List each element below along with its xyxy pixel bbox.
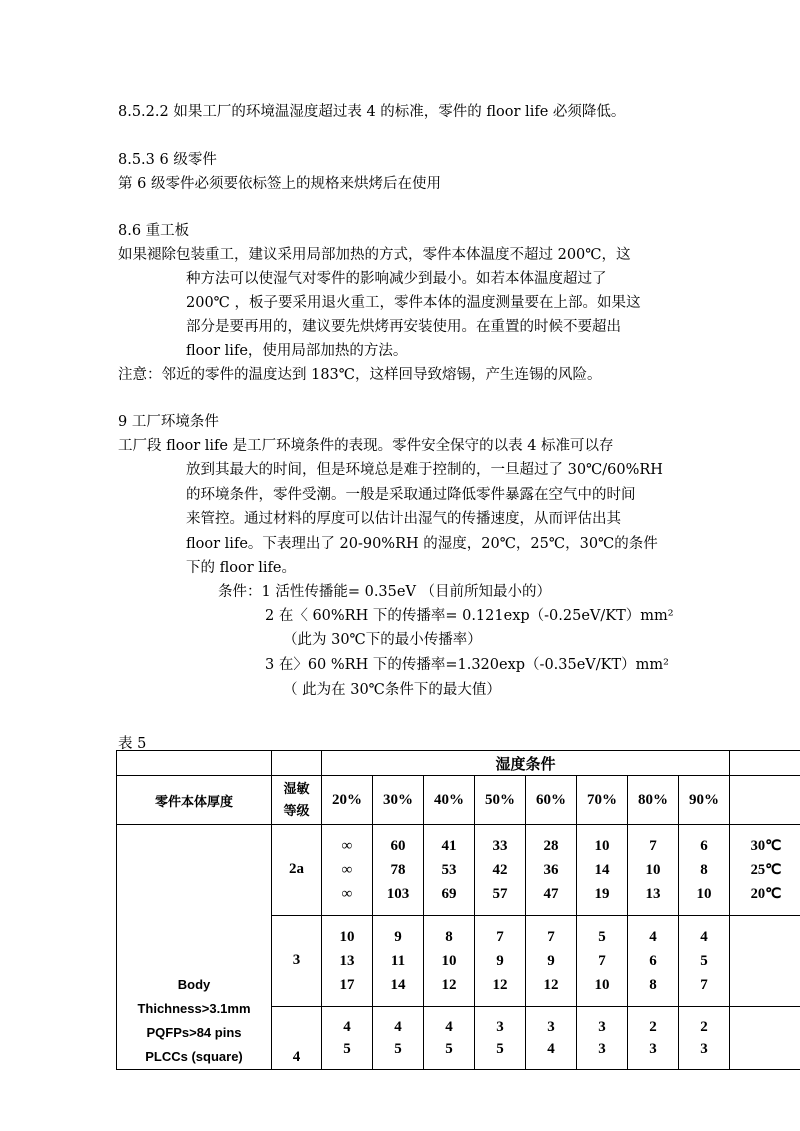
floor-life-cell: 3 5: [475, 1006, 526, 1069]
floor-life-cell: 6 8 10: [679, 825, 730, 916]
floor-life-cell: 9 11 14: [373, 915, 424, 1006]
package-line: Thichness>3.1mm: [137, 1001, 251, 1016]
floor-life-cell: 10 14 19: [577, 825, 628, 916]
floor-life-cell: 5 7 10: [577, 915, 628, 1006]
header-blank-cell: [730, 751, 800, 776]
paragraph-text: 的环境条件，零件受潮。一般是采取通过降低零件暴露在空气中的时间: [186, 487, 636, 503]
temperature-blank-cell: [730, 1006, 800, 1069]
paragraph-text: 200℃ ，板子要采用退火重工，零件本体的温度测量要在上部。如果这: [186, 295, 641, 311]
floor-life-cell: 4 5: [373, 1006, 424, 1069]
heading-8-6: 8.6 重工板: [118, 223, 190, 239]
temperature-cell: 30℃ 25℃ 20℃: [730, 825, 800, 916]
msl-header-line: 等级: [283, 803, 310, 818]
floor-life-cell: 3 3: [577, 1006, 628, 1069]
header-blank-cell: [117, 751, 272, 776]
condition-1: 条件：1 活性传播能= 0.35eV （目前所知最小的）: [218, 584, 552, 600]
condition-2: 2 在〈 60%RH 下的传播率= 0.121exp（-0.25eV/KT）mm²: [265, 608, 674, 624]
paragraph-text: 种方法可以使湿气对零件的影响减少到最小。如若本体温度超过了: [186, 271, 607, 287]
floor-life-cell: 10 13 17: [322, 915, 373, 1006]
floor-life-cell: 7 10 13: [628, 825, 679, 916]
package-description: [117, 825, 272, 1070]
humidity-col-header: 20%: [322, 776, 373, 825]
paragraph-text: floor life，使用局部加热的方法。: [186, 343, 408, 359]
floor-life-cell: 2 3: [679, 1006, 730, 1069]
humidity-col-header: 30%: [373, 776, 424, 825]
paragraph-text: 来管控。通过材料的厚度可以估计出湿气的传播速度，从而评估出其: [186, 511, 621, 527]
table-caption: 表 5: [118, 736, 147, 752]
floor-life-cell: 4 5 7: [679, 915, 730, 1006]
floor-life-cell: 41 53 69: [424, 825, 475, 916]
floor-life-cell: 4 5: [322, 1006, 373, 1069]
humidity-col-header: 80%: [628, 776, 679, 825]
msl-level-4: 4: [272, 1006, 322, 1069]
floor-life-cell: 7 9 12: [526, 915, 577, 1006]
heading-9: 9 工厂环境条件: [118, 414, 219, 430]
floor-life-cell: 8 10 12: [424, 915, 475, 1006]
humidity-col-header: 60%: [526, 776, 577, 825]
paragraph-text: 下的 floor life。: [186, 560, 297, 576]
floor-life-cell: 7 9 12: [475, 915, 526, 1006]
heading-8-5-3: 8.5.3 6 级零件: [118, 152, 217, 168]
package-line: PLCCs (square): [145, 1049, 243, 1064]
msl-level-2a: 2a: [272, 825, 322, 916]
humidity-col-header: 40%: [424, 776, 475, 825]
section-8-5-2-2: 8.5.2.2 如果工厂的环境温湿度超过表 4 的标准，零件的 floor life 必须降低。: [118, 104, 626, 120]
paragraph-text: 部分是要再用的，建议要先烘烤再安装使用。在重置的时候不要超出: [186, 319, 621, 335]
paragraph-text: 放到其最大的时间，但是环境总是难于控制的，一旦超过了 30℃/60%RH: [186, 462, 663, 478]
note-text: 注意：邻近的零件的温度达到 183℃，这样回导致熔锡，产生连锡的风险。: [118, 367, 602, 383]
humidity-col-header: 50%: [475, 776, 526, 825]
msl-header: [272, 776, 322, 825]
header-blank-cell: [272, 751, 322, 776]
package-line: Body: [177, 977, 211, 992]
floor-life-cell: 2 3: [628, 1006, 679, 1069]
paragraph-text: 第 6 级零件必须要依标签上的规格来烘烤后在使用: [118, 176, 441, 192]
floor-life-cell: 60 78 103: [373, 825, 424, 916]
temperature-blank-cell: [730, 915, 800, 1006]
condition-3-note: （ 此为在 30℃条件下的最大值）: [283, 682, 501, 698]
humidity-header: 湿度条件: [322, 751, 730, 776]
condition-3: 3 在〉60 %RH 下的传播率=1.320exp（-0.35eV/KT）mm²: [265, 657, 669, 673]
msl-level-3: 3: [272, 915, 322, 1006]
condition-2-note: （此为 30℃下的最小传播率）: [283, 632, 482, 648]
header-blank-cell: [730, 776, 800, 825]
floor-life-table: [116, 750, 800, 1070]
paragraph-text: 如果褪除包装重工，建议采用局部加热的方式，零件本体温度不超过 200℃，这: [118, 247, 631, 263]
paragraph-text: 工厂段 floor life 是工厂环境条件的表现。零件安全保守的以表 4 标准可以存: [118, 438, 614, 454]
floor-life-cell: ∞ ∞ ∞: [322, 825, 373, 916]
msl-header-line: 湿敏: [283, 781, 310, 796]
floor-life-cell: 3 4: [526, 1006, 577, 1069]
floor-life-cell: 4 6 8: [628, 915, 679, 1006]
floor-life-cell: 33 42 57: [475, 825, 526, 916]
humidity-col-header: 90%: [679, 776, 730, 825]
thickness-header: 零件本体厚度: [117, 776, 272, 825]
paragraph-text: floor life。下表理出了 20-90%RH 的湿度，20℃，25℃，30℃的条件: [186, 536, 658, 552]
humidity-col-header: 70%: [577, 776, 628, 825]
package-line: PQFPs>84 pins: [146, 1025, 242, 1040]
floor-life-cell: 4 5: [424, 1006, 475, 1069]
floor-life-cell: 28 36 47: [526, 825, 577, 916]
